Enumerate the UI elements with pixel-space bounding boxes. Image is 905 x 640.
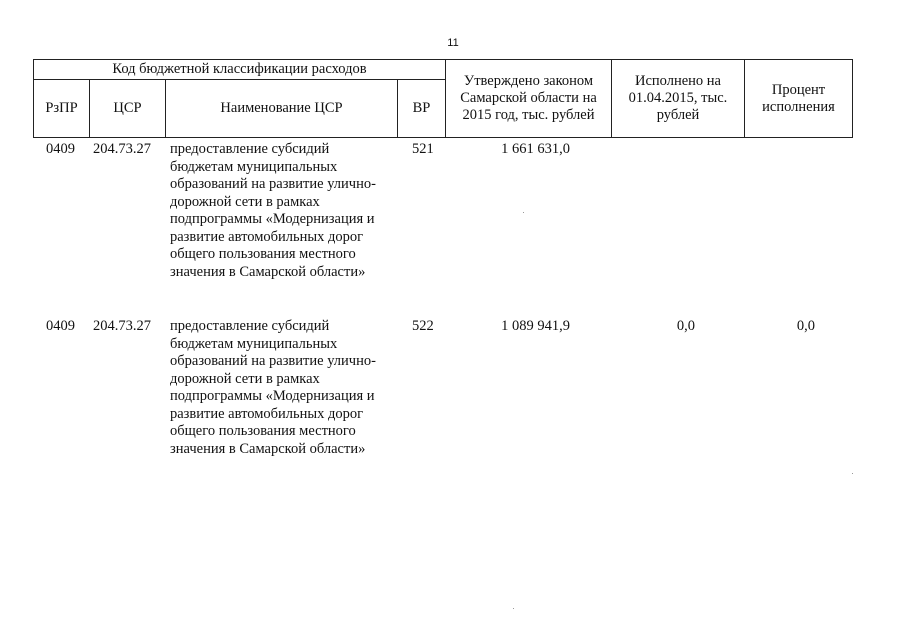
cell-rzpr: 0409 <box>46 141 75 157</box>
header-vr: ВР <box>398 80 446 138</box>
header-executed: Исполнено на 01.04.2015, тыс. рублей <box>612 60 745 138</box>
cell-vr: 521 <box>412 141 434 157</box>
cell-rzpr: 0409 <box>46 318 75 334</box>
cell-approved: 1 089 941,9 <box>501 318 570 334</box>
cell-approved: 1 661 631,0 <box>501 141 570 157</box>
header-percent: Процент исполнения <box>745 60 853 138</box>
cell-vr: 522 <box>412 318 434 334</box>
page-number: 11 <box>447 37 459 49</box>
cell-percent: 0,0 <box>796 318 815 334</box>
header-csr: ЦСР <box>90 80 166 138</box>
header-budget-code-group: Код бюджетной классификации расходов <box>34 60 446 80</box>
header-rzpr: РзПР <box>34 80 90 138</box>
cell-executed: 0,0 <box>676 318 695 334</box>
cell-csr: 204.73.27 <box>93 141 151 157</box>
scan-speck <box>513 608 514 609</box>
header-name: Наименование ЦСР <box>166 80 398 138</box>
cell-name: предоставление субсидий бюджетам муниципальных образований на развитие улично- дорожной сети в рамках подпрограммы «Модернизация и развитие автомобильных дорог общего пользования местного значения в Самарской области» <box>170 141 376 280</box>
cell-csr: 204.73.27 <box>93 318 151 334</box>
scan-speck <box>523 212 524 213</box>
cell-name: предоставление субсидий бюджетам муниципальных образований на развитие улично- дорожной сети в рамках подпрограммы «Модернизация и развитие автомобильных дорог общего пользования местного значения в Самарской области» <box>170 318 376 457</box>
scan-speck <box>852 473 853 474</box>
header-approved: Утверждено законом Самарской области на 2015 год, тыс. рублей <box>446 60 612 138</box>
